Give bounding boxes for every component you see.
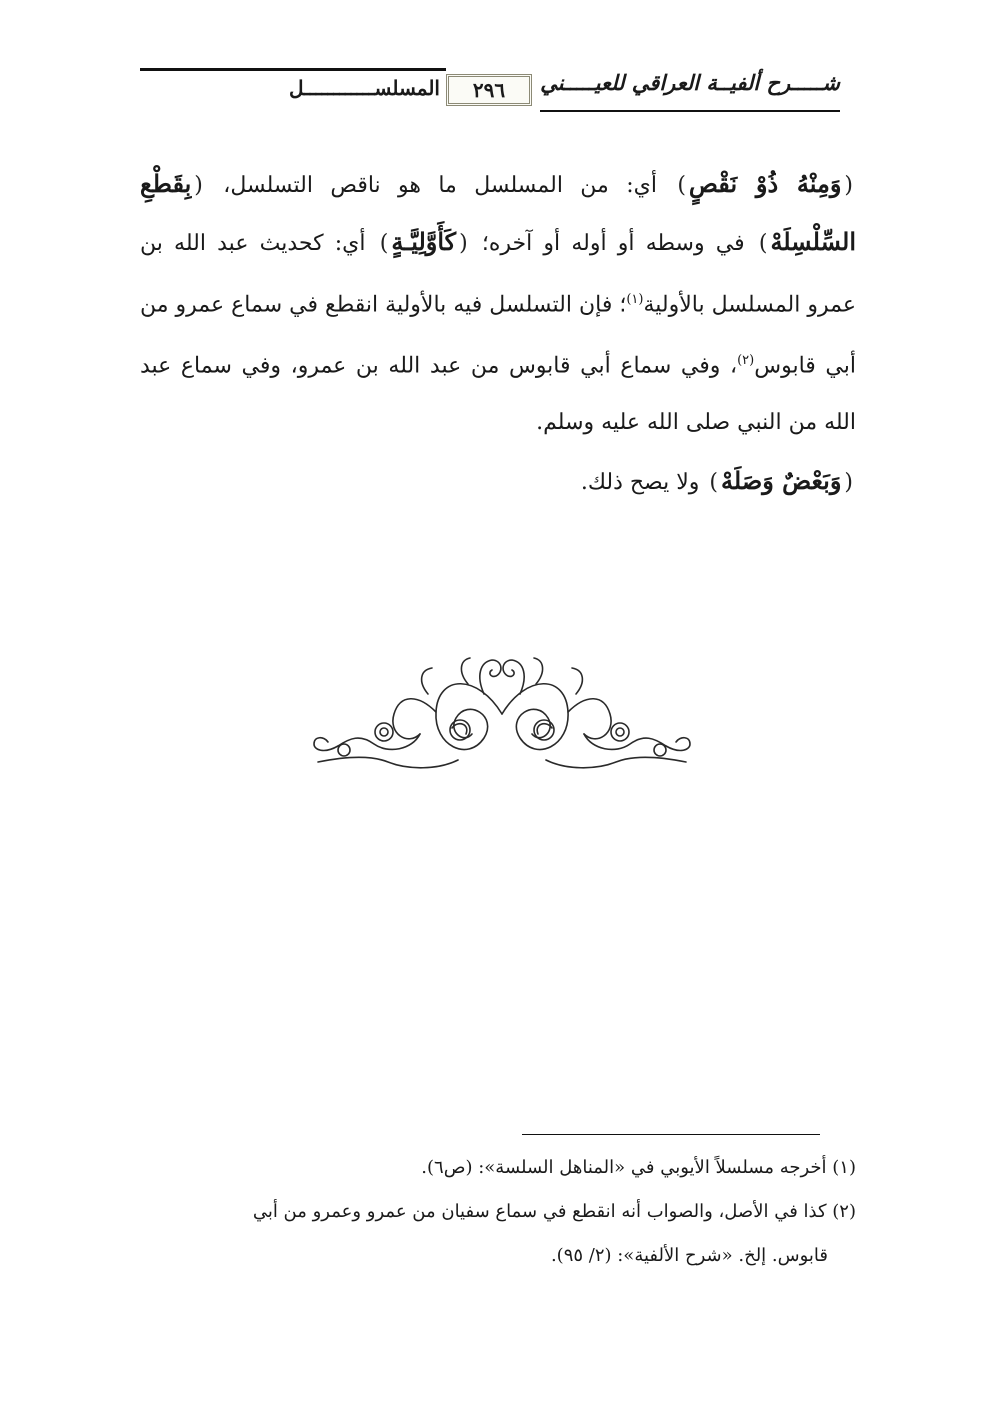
verse-term: وَمِنْهُ ذُوْ نَقْصٍ xyxy=(688,169,842,198)
bracket: ( xyxy=(194,173,203,198)
ornament-right xyxy=(502,658,690,768)
verse-term: بِقَطْعِ السِّلْسِلَهْ xyxy=(140,169,856,256)
paragraph-1 xyxy=(140,156,856,451)
paragraph-2 xyxy=(140,453,856,511)
bracket: ( xyxy=(844,469,853,495)
main-text xyxy=(140,156,856,511)
footnote-2: (٢) كذا في الأصل، والصواب أنه انقطع في سماع سفيان من عمرو وعمرو من أبي xyxy=(252,1201,856,1222)
book-title: شـــــرح ألفيــة العراقي للعيـــــني xyxy=(540,70,840,95)
bracket: ) xyxy=(379,231,389,256)
commentary-text: ، وفي سماع أبي قابوس من عبد الله بن عمرو، وفي سماع عبد الله من النبي صلى الله عليه وسلم. xyxy=(140,353,856,435)
footnote-1: (١) أخرجه مسلسلاً الأيوبي في «المناهل السلسة»: (ص٦). xyxy=(421,1157,856,1178)
bracket: ( xyxy=(844,173,854,198)
footnote-2-continuation: قابوس. إلخ. «شرح الألفية»: (٢/ ٩٥). xyxy=(550,1245,828,1266)
header-rule-top xyxy=(140,68,446,71)
bracket: ) xyxy=(709,469,719,495)
running-header xyxy=(140,68,840,116)
ornament-left xyxy=(314,658,502,768)
verse-term: وَبَعْضٌ وَصَلَهْ xyxy=(721,465,842,495)
page-number: ٢٩٦ xyxy=(446,74,532,106)
bracket: ) xyxy=(758,231,768,256)
header-rule-bottom xyxy=(540,110,840,112)
footnote-reference-2[interactable]: (٢) xyxy=(737,353,755,369)
bracket: ) xyxy=(677,173,686,198)
commentary-text: ولا يصح ذلك. xyxy=(580,469,700,495)
footnote-reference-1[interactable]: (١) xyxy=(626,292,644,307)
footnotes xyxy=(140,1146,856,1278)
verse-term: كَأَوَّلِيَّـةٍ xyxy=(391,227,457,256)
commentary-text: ؛ فإن التسلسل فيه بالأولية انقطع في سماع عمرو من أبي قابوس xyxy=(140,292,856,379)
commentary-text: أي: من المسلسل ما هو ناقص التسلسل، xyxy=(223,173,657,198)
commentary-text: أي: كحديث عبد الله بن عمرو المسلسل بالأولية xyxy=(140,231,856,318)
bracket: ( xyxy=(459,231,468,256)
section-title: المسلسـ‍ـــــــــــل xyxy=(289,76,440,100)
floral-ornament-icon xyxy=(308,654,696,778)
footnote-separator xyxy=(522,1134,820,1135)
commentary-text: في وسطه أو أوله أو آخره؛ xyxy=(481,231,745,256)
